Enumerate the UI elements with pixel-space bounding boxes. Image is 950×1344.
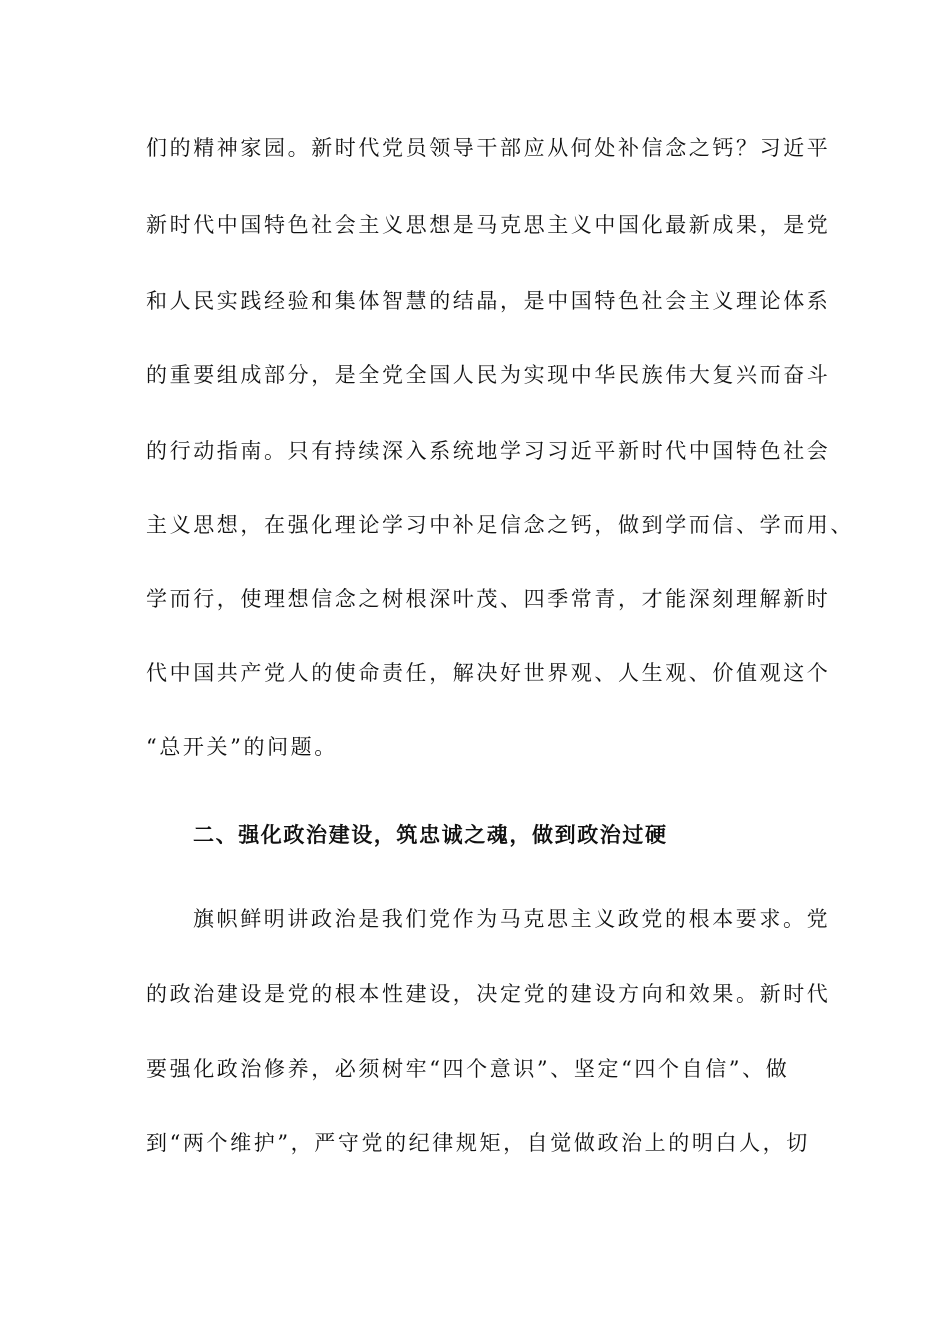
paragraph-line: 到“两个维护”，严守党的纪律规矩，自觉做政治上的明白人，切	[146, 1131, 810, 1155]
paragraph-line: “总开关”的问题。	[146, 735, 338, 759]
paragraph-line: 和人民实践经验和集体智慧的结晶，是中国特色社会主义理论体系	[146, 289, 831, 313]
section-heading: 二、强化政治建设，筑忠诚之魂，做到政治过硬	[193, 823, 668, 847]
paragraph-line: 新时代中国特色社会主义思想是马克思主义中国化最新成果，是党	[146, 213, 831, 237]
paragraph-line: 的重要组成部分，是全党全国人民为实现中华民族伟大复兴而奋斗	[146, 363, 831, 387]
paragraph-line: 学而行，使理想信念之树根深叶茂、四季常青，才能深刻理解新时	[146, 587, 831, 611]
paragraph-line: 主义思想，在强化理论学习中补足信念之钙，做到学而信、学而用、	[146, 513, 854, 537]
paragraph-line: 代中国共产党人的使命责任，解决好世界观、人生观、价值观这个	[146, 661, 831, 685]
paragraph-line: 要强化政治修养，必须树牢“四个意识”、坚定“四个自信”、做	[146, 1057, 790, 1081]
paragraph-line: 旗帜鲜明讲政治是我们党作为马克思主义政党的根本要求。党	[193, 907, 831, 931]
paragraph-line: 的行动指南。只有持续深入系统地学习习近平新时代中国特色社会	[146, 439, 831, 463]
paragraph-line: 们的精神家园。新时代党员领导干部应从何处补信念之钙？习近平	[146, 136, 831, 160]
paragraph-line: 的政治建设是党的根本性建设，决定党的建设方向和效果。新时代	[146, 982, 831, 1006]
